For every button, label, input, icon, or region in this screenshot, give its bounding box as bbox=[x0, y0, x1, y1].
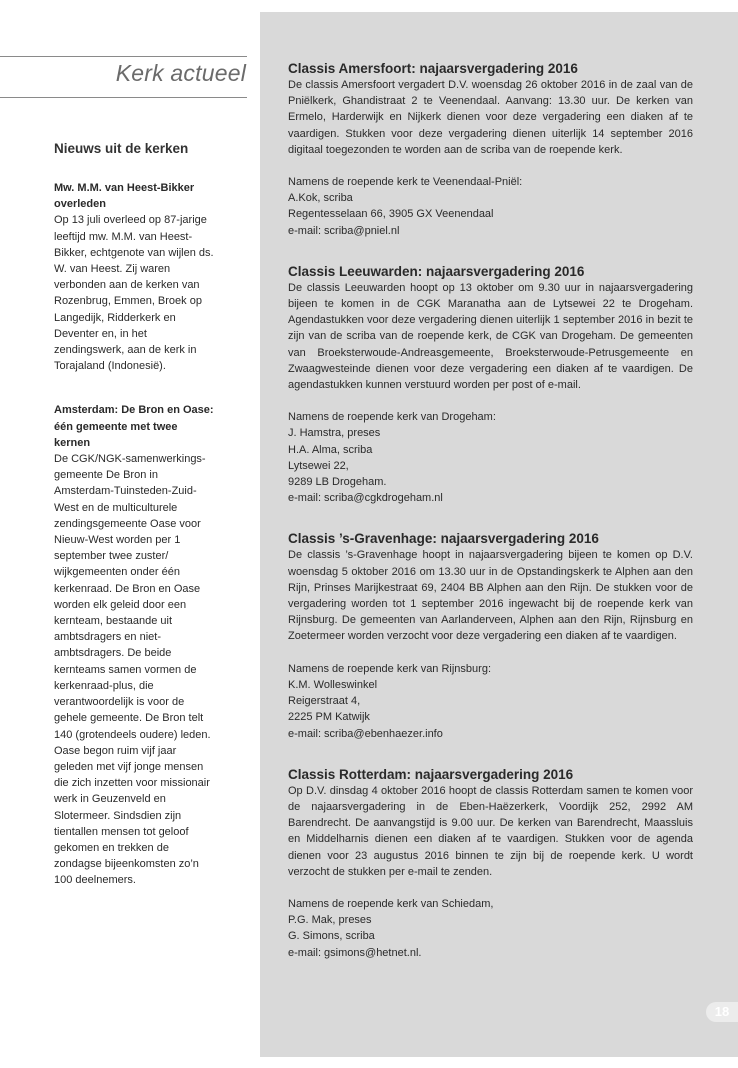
announcement-signature bbox=[288, 409, 693, 506]
announcement-amersfoort bbox=[288, 60, 693, 239]
announcement-title: Classis ’s-Gravenhage: najaarsvergadering 2016 bbox=[288, 531, 599, 547]
announcement-rotterdam bbox=[288, 766, 693, 961]
news-item-body: Op 13 juli overleed op 87-jarige leeftijd mw. M.M. van Heest-Bikker, echtgenote van wijlen ds. W. van Heest. Zij waren verbonden aan de kerken van Rozenbrug, Emmen, Broek op Langedijk, Ridderkerk en Deventer en, in het zendingswerk, aan de kerk in Torajaland (Indonesië). bbox=[54, 214, 214, 373]
page-number: 18 bbox=[714, 1004, 730, 1019]
signature-line: G. Simons, scriba bbox=[288, 930, 375, 943]
signature-line: Namens de roepende kerk te Veenendaal-Pniël: bbox=[288, 176, 523, 189]
news-column-heading: Nieuws uit de kerken bbox=[54, 141, 189, 156]
signature-email: e-mail: scriba@pniel.nl bbox=[288, 224, 400, 237]
announcement-signature bbox=[288, 661, 693, 742]
announcement-title: Classis Rotterdam: najaarsvergadering 2016 bbox=[288, 766, 574, 782]
news-item-title: Mw. M.M. van Heest-Bikker overleden bbox=[54, 182, 195, 211]
news-column bbox=[54, 140, 214, 917]
news-item-body: De CGK/NGK-samenwerkings-gemeente De Bron in Amsterdam-Tuinsteden-Zuid-West en de multiculturele zendingsgemeente Oase voor Nieuw-West worden per 1 september twee zuster/ wijkgemeenten onder één kerkenraad. De Bron en Oase worden elk geleid door een kernteam, bestaande uit ambtsdragers en niet-ambtsdragers. De beide kernteams samen vormen de kerkenraad-plus, die verantwoordelijk is voor de gehele gemeente. De Bron telt 140 (grotendeels oudere) leden. Oase begon ruim vijf jaar geleden met vijf jonge mensen die zich inzetten voor missionair werk in Geuzenveld en Slotermeer. Sindsdien zijn tientallen mensen tot geloof gekomen en trekken de zondagse bijeenkomsten zo’n 100 deelnemers. bbox=[54, 453, 211, 887]
announcement-leeuwarden bbox=[288, 263, 693, 507]
signature-line: J. Hamstra, preses bbox=[288, 427, 381, 440]
signature-line: Reigerstraat 4, bbox=[288, 695, 361, 708]
signature-line: A.Kok, scriba bbox=[288, 192, 353, 205]
signature-line: H.A. Alma, scriba bbox=[288, 443, 373, 456]
announcement-body: De classis Leeuwarden hoopt op 13 oktober om 9.30 uur in najaarsvergadering bijeen te komen in de CGK Maranatha aan de Lytsewei 22 te Drogeham. Agendastukken voor deze vergadering dienen uiterlijk 1 september 2016 in bezit te zijn van de scriba van de roepende kerk, de CGK van Drogeham. De gemeenten van Broeksterwoude-Andreasgemeente, Broeksterwoude-Petrusgemeente en Zwaagwesteinde dienen voor deze vergadering een diaken af te vaardigen. De agendastukken kunnen verstuurd worden per post of e-mail. bbox=[288, 281, 693, 392]
announcement-signature bbox=[288, 174, 693, 239]
signature-line: Namens de roepende kerk van Drogeham: bbox=[288, 411, 496, 424]
announcement-body: De classis ’s-Gravenhage hoopt in najaarsvergadering bijeen te komen op D.V. woensdag 5 oktober 2016 om 13.30 uur in de Opstandingskerk te Alphen aan den Rijn, Prinses Marijkestraat 69, 2404 BB Alphen aan den Rijn. De stukken voor de vergadering worden tot 1 september 2016 ingewacht bij de roepende kerk van Rijnsburg. De gemeenten van Aarlanderveen, Alphen aan den Rijn, Rijnsburg en Zoetermeer worden verzocht voor deze vergadering een diaken af te vaardigen. bbox=[288, 549, 693, 643]
signature-email: e-mail: scriba@cgkdrogeham.nl bbox=[288, 492, 443, 505]
signature-line: 2225 PM Katwijk bbox=[288, 711, 370, 724]
signature-line: K.M. Wolleswinkel bbox=[288, 678, 378, 691]
signature-line: Namens de roepende kerk van Rijnsburg: bbox=[288, 662, 492, 675]
signature-line: Regentesselaan 66, 3905 GX Veenendaal bbox=[288, 208, 494, 221]
header-rule-bottom bbox=[0, 97, 247, 98]
announcement-body: Op D.V. dinsdag 4 oktober 2016 hoopt de classis Rotterdam samen te komen voor de najaarsvergadering in de Eben-Haëzerkerk, Voordijk 252, 2992 AM Barendrecht. De aanvangstijd is 9.00 uur. De kerken van Barendrecht, Maassluis en Middelharnis dienen een diaken af te vaardigen. Stukken voor de agenda dienen voor 23 augustus 2016 binnen te zijn bij de roepende kerk. U wordt verzocht de stukken per e-mail te zenden. bbox=[288, 784, 693, 878]
signature-email: e-mail: scriba@ebenhaezer.info bbox=[288, 727, 443, 740]
header-rule-top bbox=[0, 56, 247, 57]
announcement-gravenhage bbox=[288, 530, 693, 741]
announcement-body: De classis Amersfoort vergadert D.V. woensdag 26 oktober 2016 in de zaal van de Pniëlkerk, Ghandistraat 2 te Veenendaal. Aanvang: 13.30 uur. De kerken van Ermelo, Harderwijk en Nijkerk dienen voor deze vergadering een diaken af te vaardigen. Stukken voor deze vergadering dienen uiterlijk 14 september 2016 digitaal toegezonden te worden aan de scriba van de roepende kerk. bbox=[288, 79, 693, 156]
news-item bbox=[54, 180, 214, 374]
section-header-title: Kerk actueel bbox=[115, 60, 246, 86]
page-number-tab bbox=[706, 1002, 738, 1022]
classis-announcements bbox=[288, 60, 693, 985]
news-item-title: Amsterdam: De Bron en Oase: één gemeente met twee kernen bbox=[54, 404, 214, 449]
announcement-title: Classis Leeuwarden: najaarsvergadering 2016 bbox=[288, 263, 585, 279]
announcement-title: Classis Amersfoort: najaarsvergadering 2016 bbox=[288, 61, 578, 76]
signature-line: Namens de roepende kerk van Schiedam, bbox=[288, 897, 494, 910]
signature-line: P.G. Mak, preses bbox=[288, 914, 372, 927]
signature-email: e-mail: gsimons@hetnet.nl. bbox=[288, 946, 422, 959]
announcement-signature bbox=[288, 896, 693, 961]
signature-line: Lytsewei 22, bbox=[288, 459, 349, 472]
news-item bbox=[54, 402, 214, 888]
signature-line: 9289 LB Drogeham. bbox=[288, 476, 387, 489]
